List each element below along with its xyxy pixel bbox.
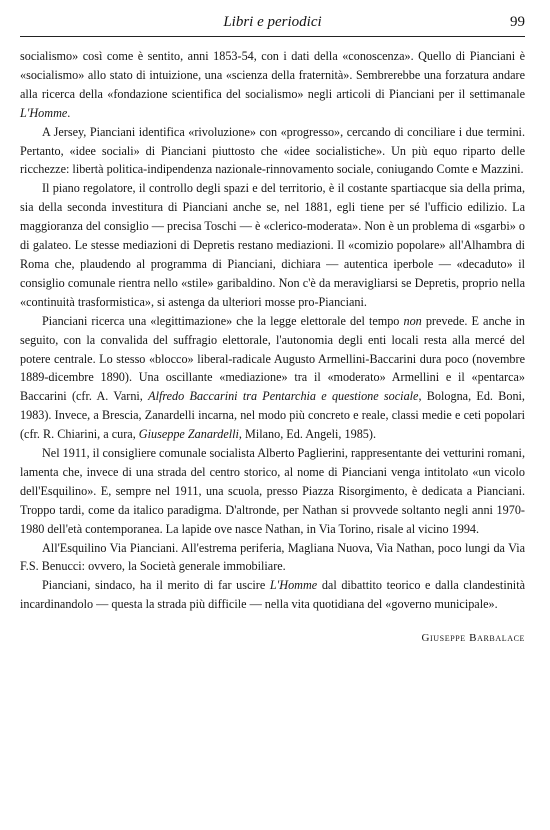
text-run: socialismo» così come è sentito, anni 1853-54, con i dati della «conoscenza». Quello di Pianciani è «socialismo» allo stato di intuizione, una «scienza della fraternità». Sembrerebbe una forzatura andare alla ricerca della «fondazione scientifica del socialismo» negli articoli di Pianciani per il settimanale [20,49,525,101]
text-run: dal dibattito teorico e dalla clandestinità incardinandolo — questa la strada più difficile — nella vita quotidiana del «governo municipale». [20,578,525,612]
paragraph [20,47,525,123]
paragraph [20,123,525,180]
text-run: A Jersey, Pianciani identifica «rivoluzione» con «progresso», cercando di conciliare i due termini. Pertanto, «idee sociali» di Pianciani piuttosto che «idee socialistiche». Un più equo riparto delle ricchezze: libertà politica-indipendenza nazionale-rinnovamento sociale, coniugando Comte e Mazzini. [20,124,525,177]
italic-text: L'Homme [269,578,318,593]
italic-text: Alfredo Baccarini tra Pentarchia e questione sociale [148,389,419,404]
document-page [20,12,525,644]
author-signature: Giuseppe Barbalace [421,632,525,645]
text-run: All'Esquilino Via Pianciani. All'estrema periferia, Magliana Nuova, Via Nathan, poco lungi da Via F.S. Benucci: ovvero, la Società generale immobiliare. [20,540,525,574]
text-run: Il piano regolatore, il controllo degli spazi e del territorio, è il costante spartiacque sia della prima, sia della seconda investitura di Pianciani anche se, nel 1881, egli tiene per sé l'ufficio edilizio. La maggioranza del consiglio — precisa Toschi — è «clerico-moderata». Non è un problema di «sgarbi» o di galateo. Le stesse mediazioni di Depretis restano mediazioni. Il «comizio popolare» all'Alhambra di Roma che, plaudendo al programma di Pianciani, dichiara — autentica iperbole — «decaduto» il consiglio comunale rientra nello «stile» garibaldino. Non c'è da meravigliarsi se Depretis, proprio nella «continuità trasformistica», si astenga da ulteriori mosse pro-Pianciani. [20,181,525,309]
paragraph [20,312,525,444]
text-run: Pianciani ricerca una «legittimazione» che la legge elettorale del tempo [42,313,404,328]
italic-text: L'Homme [20,105,68,120]
text-run: prevede. E anche in seguito, con la convalida del suffragio elettorale, l'autonomia degli enti locali resta alla mercé del potere centrale. Lo stesso «blocco» liberal-radicale Augusto Armellini-Baccarini dura poco (novembre 1889-dicembre 1890). Una oscillante «mediazione» tra il «moderato» Armellini e il «pentarca» Baccarini (cfr. A. Varni, [20,313,525,404]
paragraph [20,179,525,311]
text-run: , Bologna, Ed. Boni, 1983). Invece, a Brescia, Zanardelli incarna, nel modo più concreto e reale, classi medie e ceti popolari (cfr. R. Chiarini, a cura, [20,389,525,442]
text-run: , Milano, Ed. Angeli, 1985). [238,427,376,442]
article-body [20,47,525,614]
text-run: Pianciani, sindaco, ha il merito di far uscire [42,578,270,593]
text-run: Nel 1911, il consigliere comunale socialista Alberto Paglierini, rappresentante dei vetturini romani, lamenta che, invece di una strada del centro storico, al nome di Pianciani venga intitolato «un vicolo dell'Esquilino». E, sempre nel 1911, una scuola, presso Piazza Risorgimento, è dedicata a Pianciani. Troppo tardi, come da italico paradigma. D'altronde, per Nathan si provvede soltanto negli anni 1970-1980 dell'età contemporanea. La lapide ove nasce Nathan, in Via Torino, risale al vicino 1994. [20,446,525,536]
paragraph [20,539,525,577]
paragraph [20,576,525,614]
running-header [20,12,525,37]
italic-text: Giuseppe Zanardelli [138,427,239,442]
italic-text: non [403,313,422,328]
page-number: 99 [510,14,525,30]
running-title: Libri e periodici [223,14,322,30]
paragraph [20,444,525,539]
text-run: . [67,105,71,120]
